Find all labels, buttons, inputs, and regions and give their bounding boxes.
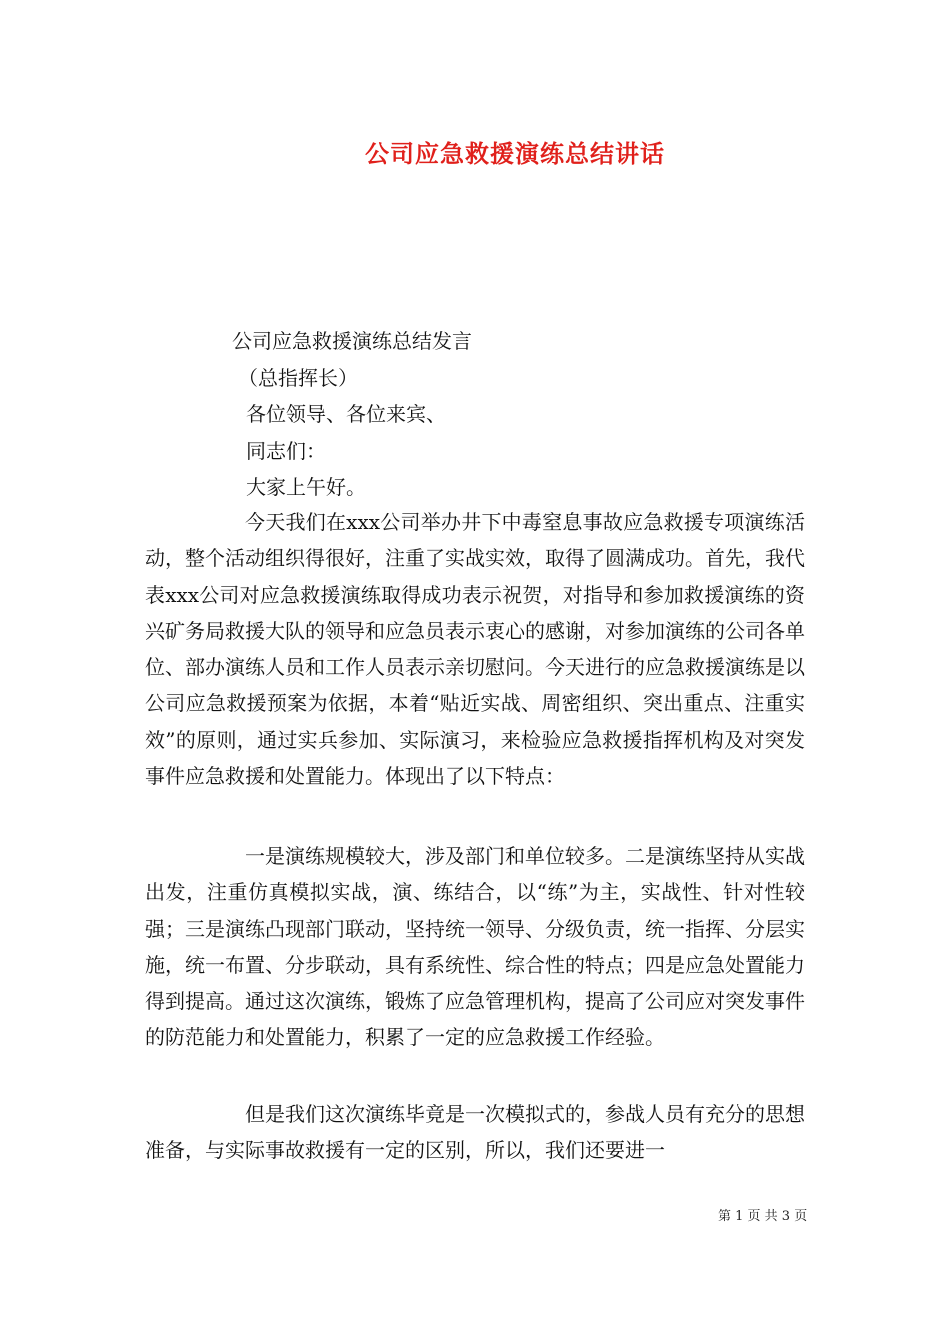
body-paragraph-1: 今天我们在xxx公司举办井下中毒窒息事故应急救援专项演练活动，整个活动组织得很好，注重了实战实效，取得了圆满成功。首先，我代表xxx公司对应急救援演练取得成功表示祝贺，对指导和参加救援演练的资兴矿务局救援大队的领导和应急员表示衷心的感谢，对参加演练的公司各单位、部办演练人员和工作人员表示亲切慰问。今天进行的应急救援演练是以公司应急救援预案为依据，本着“贴近实战、周密组织、突出重点、注重实效”的原则，通过实兵参加、实际演习，来检验应急救援指挥机构及对突发事件应急救援和处置能力。体现出了以下特点： bbox=[145, 510, 805, 789]
speaker-role: （总指挥长） bbox=[238, 366, 358, 390]
salutation-line-1: 各位领导、各位来宾、 bbox=[246, 402, 446, 426]
salutation-line-2: 同志们： bbox=[246, 439, 326, 463]
greeting-line: 大家上午好。 bbox=[246, 475, 366, 499]
page-number-footer: 第 1 页 共 3 页 bbox=[718, 1209, 808, 1224]
document-title: 公司应急救援演练总结讲话 bbox=[365, 139, 665, 168]
body-paragraph-3: 但是我们这次演练毕竟是一次模拟式的，参战人员有充分的思想准备，与实际事故救援有一定的区别，所以，我们还要进一 bbox=[145, 1102, 805, 1163]
body-paragraph-2: 一是演练规模较大，涉及部门和单位较多。二是演练坚持从实战出发，注重仿真模拟实战，演、练结合，以“练”为主，实战性、针对性较强；三是演练凸现部门联动，坚持统一领导、分级负责，统一指挥、分层实施，统一布置、分步联动，具有系统性、综合性的特点；四是应急处置能力得到提高。通过这次演练，锻炼了应急管理机构，提高了公司应对突发事件的防范能力和处置能力，积累了一定的应急救援工作经验。 bbox=[145, 844, 805, 1050]
speech-subtitle: 公司应急救援演练总结发言 bbox=[232, 329, 472, 353]
